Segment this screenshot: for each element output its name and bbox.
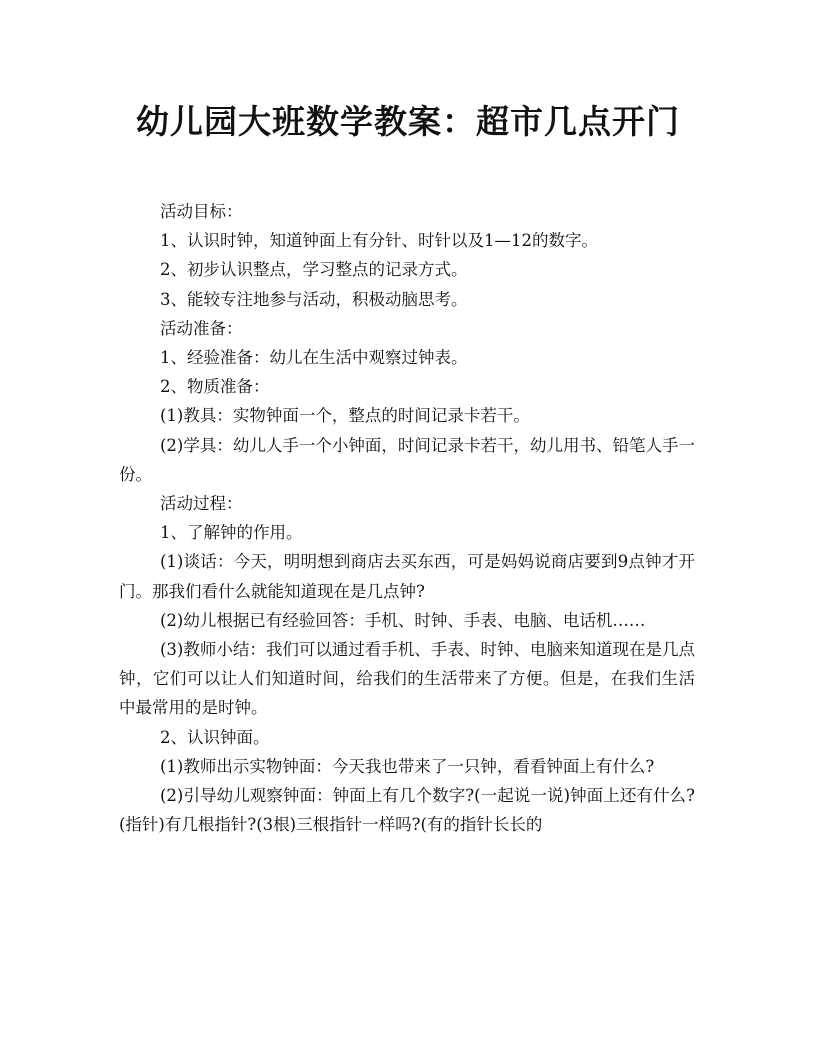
document-body bbox=[119, 197, 695, 839]
paragraph-step-2-observe-clock: (2)引导幼儿观察钟面：钟面上有几个数字?(一起说一说)钟面上还有什么?(指针)有几根指针?(3根)三根指针一样吗?(有的指针长长的 bbox=[119, 786, 695, 835]
paragraph-step-2-show-clock: (1)教师出示实物钟面：今天我也带来了一只钟，看看钟面上有什么? bbox=[160, 756, 655, 776]
paragraph-goal-1: 1、认识时钟，知道钟面上有分针、时针以及1—12的数字。 bbox=[160, 231, 598, 251]
paragraph-learning-tools: (2)学具：幼儿人手一个小钟面，时间记录卡若干，幼儿用书、铅笔人手一份。 bbox=[119, 435, 695, 484]
paragraph-goal-2: 2、初步认识整点，学习整点的记录方式。 bbox=[160, 260, 468, 280]
paragraph-step-1-answers: (2)幼儿根据已有经验回答：手机、时钟、手表、电脑、电话机…… bbox=[160, 610, 646, 630]
paragraph-step-1-summary: (3)教师小结：我们可以通过看手机、手表、时钟、电脑来知道现在是几点钟，它们可以让人们知道时间，给我们的生活带来了方便。但是，在我们生活中最常用的是时钟。 bbox=[119, 640, 695, 718]
paragraph-teaching-tools: (1)教具：实物钟面一个，整点的时间记录卡若干。 bbox=[160, 406, 530, 426]
paragraph-preparation-heading: 活动准备： bbox=[160, 318, 243, 338]
paragraph-step-1: 1、了解钟的作用。 bbox=[160, 523, 303, 543]
paragraph-goals-heading: 活动目标： bbox=[160, 202, 243, 221]
paragraph-process-heading: 活动过程： bbox=[160, 494, 243, 514]
paragraph-goal-3: 3、能较专注地参与活动，积极动脑思考。 bbox=[160, 289, 468, 309]
paragraph-step-2: 2、认识钟面。 bbox=[160, 727, 270, 747]
paragraph-preparation-1: 1、经验准备：幼儿在生活中观察过钟表。 bbox=[160, 348, 468, 368]
paragraph-step-1-talk: (1)谈话：今天，明明想到商店去买东西，可是妈妈说商店要到9点钟才开门。那我们看什么就能知道现在是几点钟? bbox=[119, 552, 695, 601]
paragraph-preparation-2: 2、物质准备： bbox=[160, 377, 270, 397]
document-title: 幼儿园大班数学教案：超市几点开门 bbox=[136, 102, 680, 141]
